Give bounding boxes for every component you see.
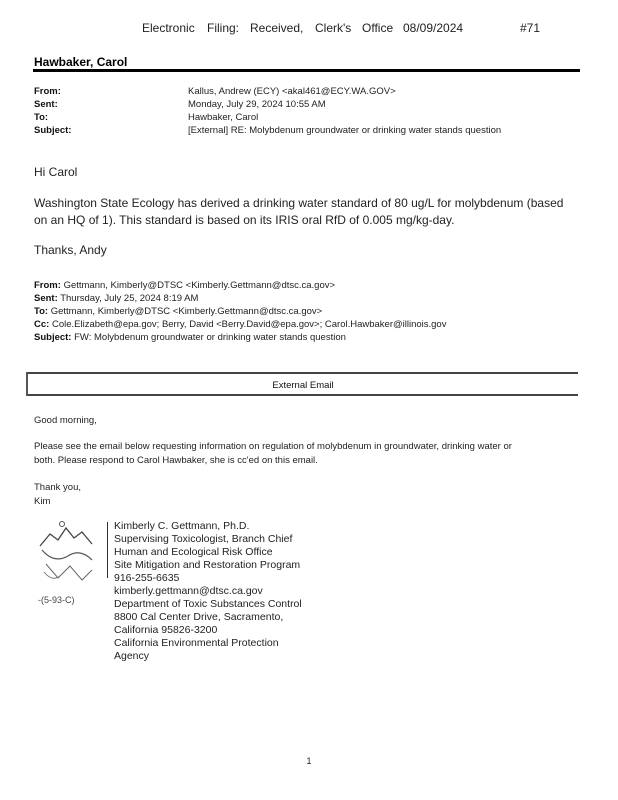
fwd-to-line bbox=[34, 306, 322, 317]
signature-phone: 916-255-6635 bbox=[114, 572, 180, 584]
fwd-cc-value: Cole.Elizabeth@epa.gov; Berry, David <Berry.David@epa.gov>; Carol.Hawbaker@illinois.gov bbox=[51, 319, 447, 330]
signature-email[interactable]: kimberly.gettmann@dtsc.ca.gov bbox=[114, 585, 263, 597]
dtsc-logo-icon bbox=[36, 520, 100, 608]
from-label: From: bbox=[34, 86, 61, 97]
sent-label: Sent: bbox=[34, 99, 58, 110]
filing-word: Received, bbox=[250, 21, 304, 35]
fwd-sent-line bbox=[34, 293, 198, 304]
fwd-from-line bbox=[34, 280, 335, 291]
signature-divider bbox=[107, 522, 108, 578]
filing-word: Clerk's bbox=[315, 21, 352, 35]
filing-word: Office bbox=[362, 21, 394, 35]
filing-date: 08/09/2024 bbox=[403, 21, 464, 35]
reply-signoff: Thanks, Andy bbox=[34, 243, 107, 257]
signature-line: Site Mitigation and Restoration Program bbox=[114, 559, 301, 571]
fwd-to-value: Gettmann, Kimberly@DTSC <Kimberly.Gettmann@dtsc.ca.gov> bbox=[50, 306, 323, 317]
message-greeting: Good morning, bbox=[34, 415, 97, 426]
external-banner-bottom-rule bbox=[28, 394, 578, 396]
external-banner-top-rule bbox=[28, 372, 578, 374]
signature-line: Department of Toxic Substances Control bbox=[114, 598, 302, 610]
reply-paragraph: Washington State Ecology has derived a drinking water standard of 80 ug/L for molybdenum (based on an HQ of 1). This standard is based on its IRIS oral RfD of 0.005 mg/kg-day. bbox=[34, 196, 564, 227]
fwd-cc-line bbox=[34, 319, 446, 330]
fwd-subject-label: Subject: bbox=[34, 332, 72, 343]
message-line: Please see the email below requesting information on regulation of molybdenum in groundwater, drinking water or bbox=[34, 441, 512, 452]
to-value: Hawbaker, Carol bbox=[188, 112, 259, 123]
fwd-to-label: To: bbox=[34, 306, 49, 317]
fwd-sent-value: Thursday, July 25, 2024 8:19 AM bbox=[60, 293, 199, 304]
signature-line: Agency bbox=[114, 650, 150, 662]
sender-name: Hawbaker, Carol bbox=[34, 55, 128, 69]
subject-value: [External] RE: Molybdenum groundwater or drinking water stands question bbox=[188, 125, 502, 136]
signature-line: California 95826-3200 bbox=[114, 624, 218, 636]
fwd-subject-value: FW: Molybdenum groundwater or drinking water stands question bbox=[74, 332, 346, 343]
signature-line: Supervising Toxicologist, Branch Chief bbox=[114, 533, 293, 545]
dtsc-logo bbox=[36, 520, 100, 608]
signature-line: Kimberly C. Gettmann, Ph.D. bbox=[114, 520, 250, 532]
signature-line: Human and Ecological Risk Office bbox=[114, 546, 273, 558]
signature-line: California Environmental Protection bbox=[114, 637, 279, 649]
sent-value: Monday, July 29, 2024 10:55 AM bbox=[188, 99, 326, 110]
page-number: 1 bbox=[306, 756, 312, 766]
header-rule bbox=[33, 69, 580, 72]
from-value: Kallus, Andrew (ECY) <akal461@ECY.WA.GOV> bbox=[188, 86, 396, 97]
logo-text: -(5-93-C) bbox=[38, 595, 75, 605]
to-label: To: bbox=[34, 112, 49, 123]
fwd-cc-label: Cc: bbox=[34, 319, 50, 330]
filing-word: Filing: bbox=[207, 21, 240, 35]
fwd-sent-label: Sent: bbox=[34, 293, 58, 304]
fwd-subject-line bbox=[34, 332, 346, 343]
filing-word: Electronic bbox=[142, 21, 195, 35]
message-line: both. Please respond to Carol Hawbaker, she is cc'ed on this email. bbox=[34, 455, 318, 466]
message-thanks: Thank you, bbox=[34, 482, 81, 493]
signature-line: 8800 Cal Center Drive, Sacramento, bbox=[114, 611, 284, 623]
fwd-from-value: Gettmann, Kimberly@DTSC <Kimberly.Gettmann@dtsc.ca.gov> bbox=[63, 280, 336, 291]
subject-label: Subject: bbox=[34, 125, 72, 136]
fwd-from-label: From: bbox=[34, 280, 61, 291]
external-email-banner: External Email bbox=[272, 380, 334, 391]
reply-greeting: Hi Carol bbox=[34, 165, 78, 179]
message-name: Kim bbox=[34, 496, 51, 507]
filing-number: #71 bbox=[520, 21, 541, 35]
